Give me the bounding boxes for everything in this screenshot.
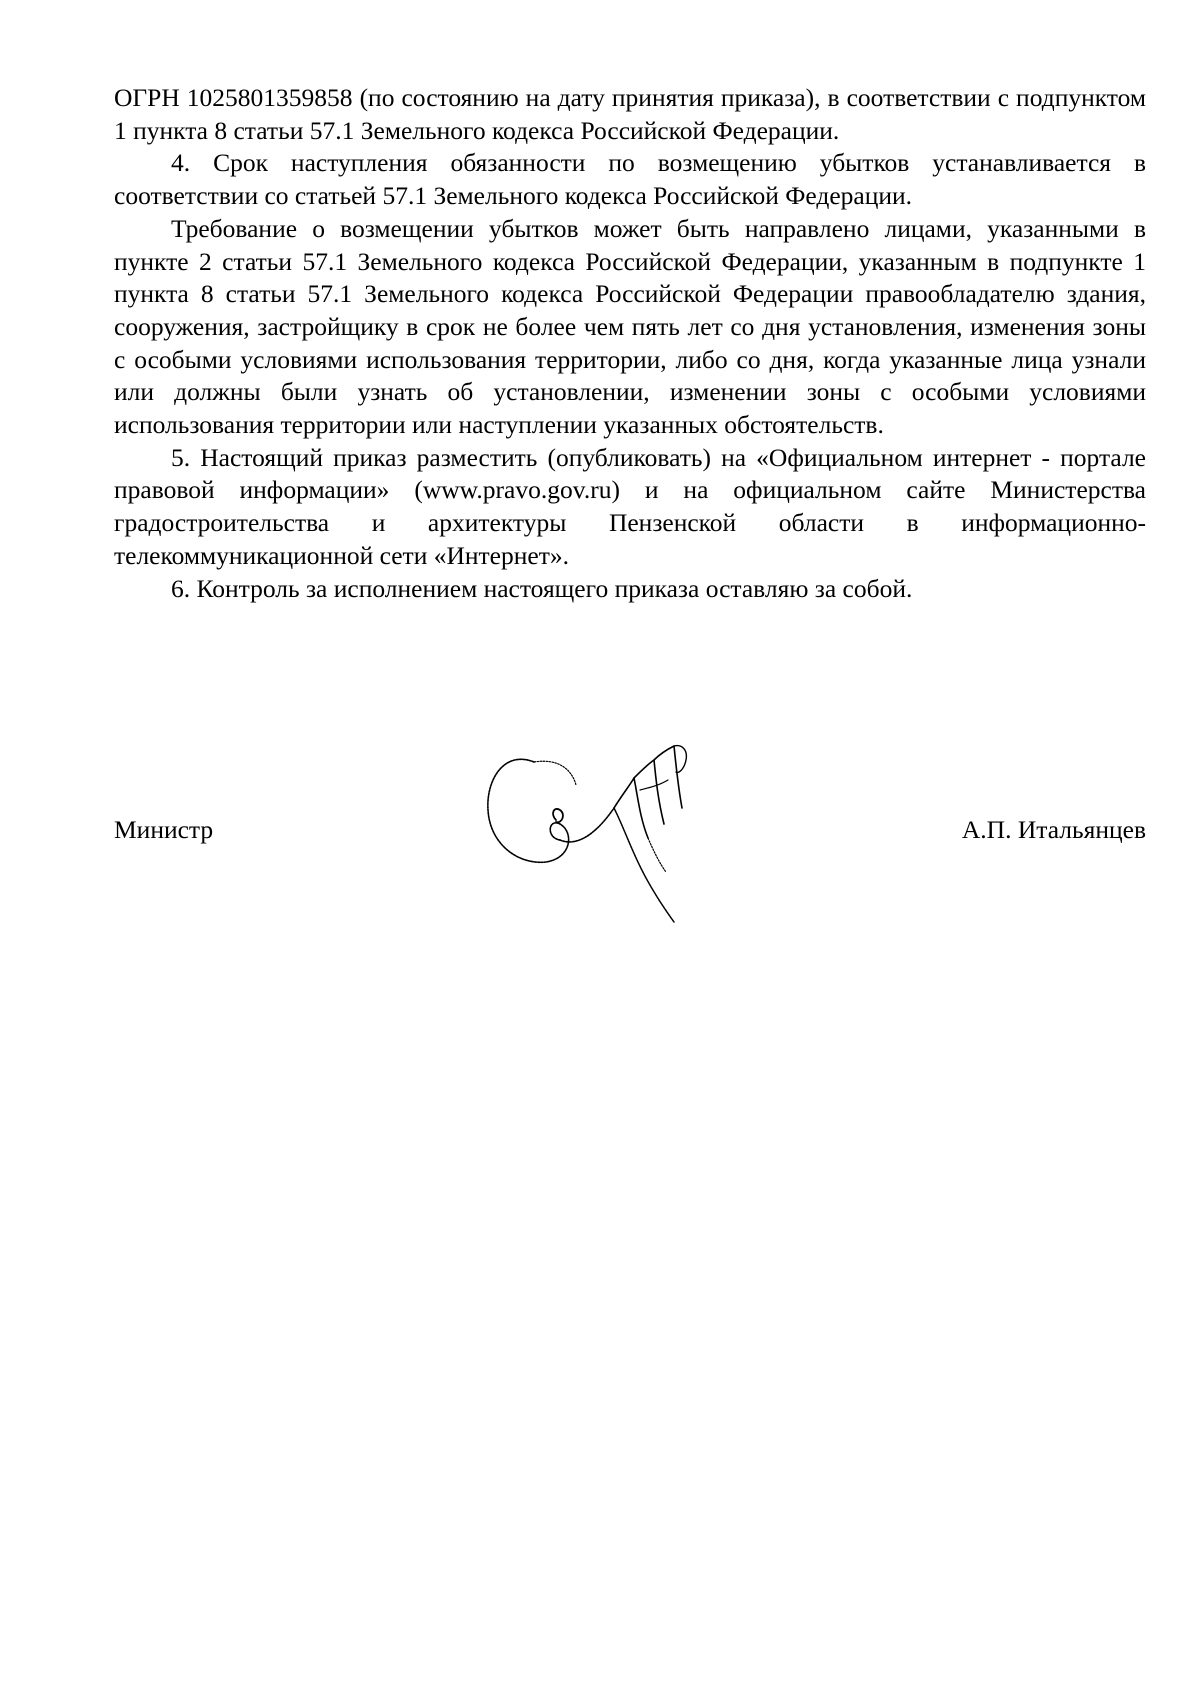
- signer-name: А.П. Итальянцев: [961, 815, 1146, 844]
- paragraph-ogrn: ОГРН 1025801359858 (по состоянию на дату принятия приказа), в соответствии с подпунктом 1 пункта 8 статьи 57.1 Земельного кодекса Российской Федерации.: [114, 83, 1146, 145]
- paragraph-item-5: 5. Настоящий приказ разместить (опубликовать) на «Официальном интернет - портале правовой информации» (www.pravo.gov.ru) и на официальном сайте Министерства градостроительства и архитектуры Пензенской области в информационно-телекоммуникационной сети «Интернет».: [114, 442, 1146, 570]
- signature-block: [114, 740, 1146, 940]
- paragraph-damages-claim: Требование о возмещении убытков может быть направлено лицами, указанными в пункте 2 статьи 57.1 Земельного кодекса Российской Федерации, указанным в подпункте 1 пункта 8 статьи 57.1 Земельного кодекса Российской Федерации правообладателю здания, сооружения, застройщику в срок не более чем пять лет со дня установления, изменения зоны с особыми условиями использования территории, либо со дня, когда указанные лица узнали или должны были узнать об установлении, изменении зоны с особыми условиями использования территории или наступлении указанных обстоятельств.: [114, 213, 1146, 440]
- paragraph-item-6: 6. Контроль за исполнением настоящего приказа оставляю за собой.: [171, 573, 913, 603]
- document-body: [114, 82, 1146, 605]
- handwritten-signature-icon: [464, 740, 764, 930]
- signer-position: Министр: [114, 815, 214, 844]
- paragraph-item-4: 4. Срок наступления обязанности по возмещению убытков устанавливается в соответствии со статьей 57.1 Земельного кодекса Российской Федерации.: [114, 148, 1146, 211]
